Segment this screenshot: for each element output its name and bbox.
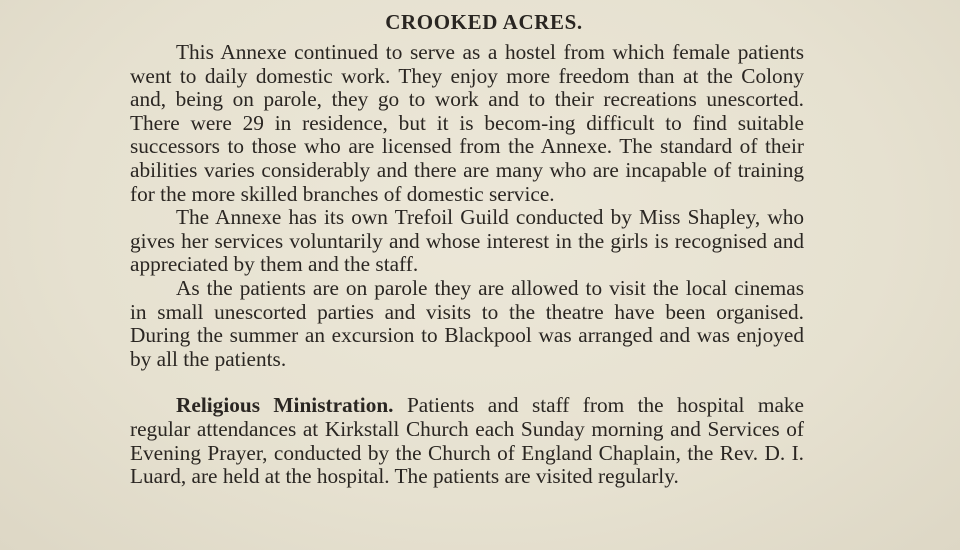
section-heading: CROOKED ACRES.	[385, 10, 583, 34]
paragraph-religious-ministration	[130, 394, 804, 488]
religious-body: Patients and staff from the hospital make regular attendances at Kirkstall Church each Sunday morning and Services of Evening Prayer, conducted by the Church of England Chaplain, the Rev. D. I. Luard, are held at the hospital. The patients are visited regularly.	[130, 393, 805, 489]
religious-lead: Religious Ministration.	[176, 393, 394, 418]
body-text	[130, 41, 804, 489]
paragraph-parole: As the patients are on parole they are allowed to visit the local cinemas in small unescorted parties and visits to the theatre have been organised. During the summer an excursion to Blackpool was arranged and was enjoyed by all the patients.	[130, 275, 804, 371]
paragraph-trefoil-guild: The Annexe has its own Trefoil Guild conducted by Miss Shapley, who gives her services voluntarily and whose interest in the girls is recognised and appreciated by them and the staff.	[130, 205, 804, 277]
paragraph-hostel: This Annexe continued to serve as a hostel from which female patients went to daily domestic work. They enjoy more freedom than at the Colony and, being on parole, they go to work and to their recreations unescorted. There were 29 in residence, but it is becom-ing difficult to find suitable successors to those who are licensed from the Annexe. The standard of their abilities varies considerably and there are many who are incapable of training for the more skilled branches of domestic service.	[130, 40, 804, 206]
